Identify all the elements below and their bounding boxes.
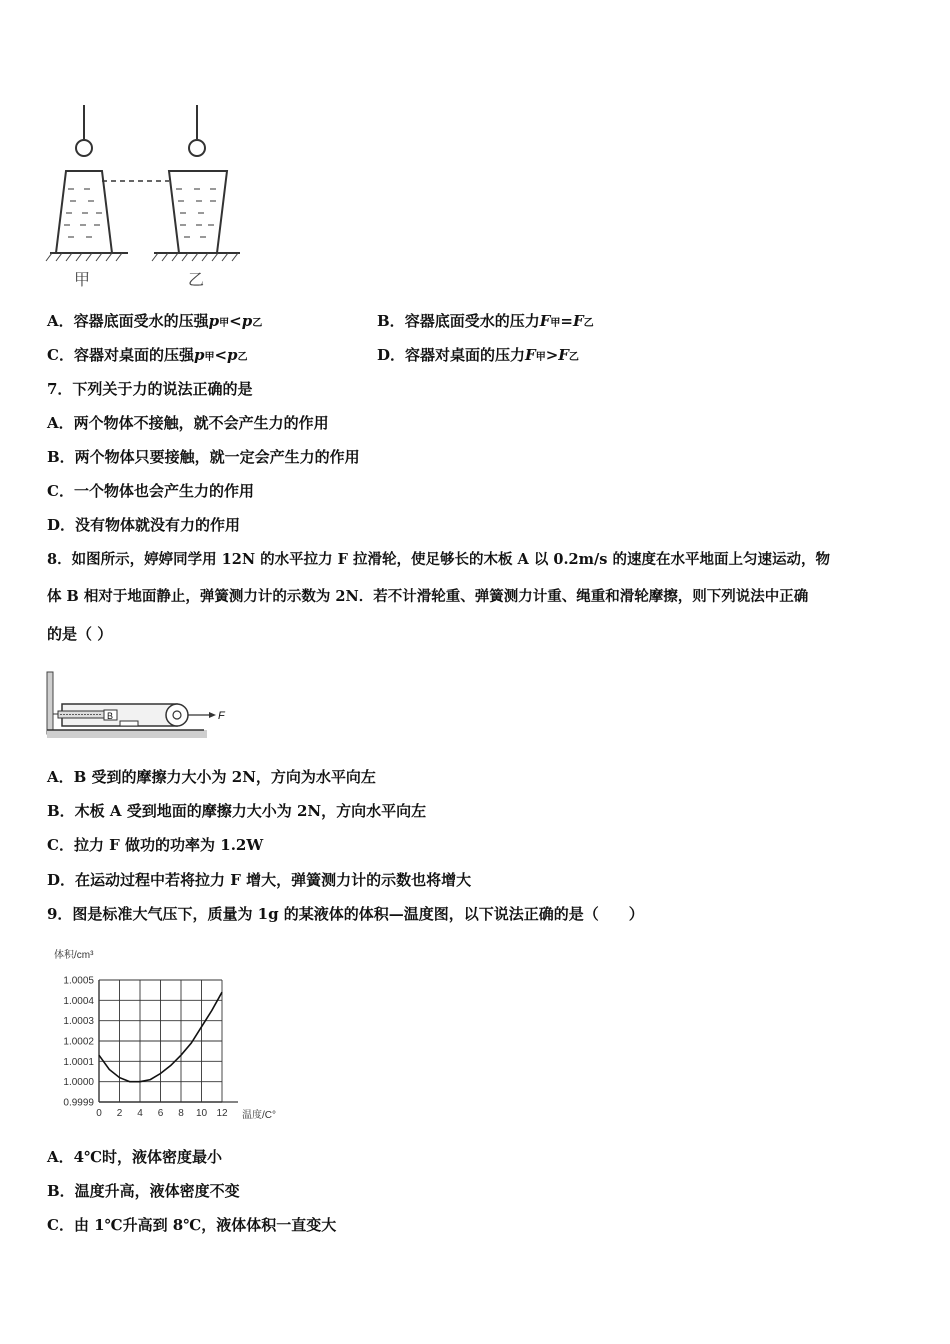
- q9-option-a: A．4℃时，液体密度最小: [47, 1148, 223, 1166]
- x-tick-label: 4: [137, 1108, 143, 1119]
- y-tick-label: 1.0001: [63, 1056, 94, 1068]
- q6-option-a: A．容器底面受水的压强p甲<p乙: [47, 312, 263, 330]
- q9-stem: 9．图是标准大气压下，质量为 1g 的某液体的体积—温度图，以下说法正确的是（ ）: [47, 905, 644, 923]
- block-b-label: B: [107, 711, 114, 721]
- chart-xlabel: 温度/C°: [242, 1110, 276, 1121]
- q7-option-b: B．两个物体只要接触，就一定会产生力的作用: [47, 448, 360, 466]
- q8-option-b: B．木板 A 受到地面的摩擦力大小为 2N，方向水平向左: [47, 802, 427, 820]
- x-tick-label: 8: [178, 1108, 184, 1119]
- y-tick-label: 1.0002: [63, 1036, 94, 1048]
- chart-ylabel: 体积/cm³: [54, 950, 94, 961]
- containers-figure: [44, 105, 244, 290]
- q8-option-c: C．拉力 F 做功的功率为 1.2W: [47, 836, 264, 854]
- label-yi: 乙: [188, 272, 205, 289]
- q9-option-b: B．温度升高，液体密度不变: [47, 1182, 240, 1200]
- x-tick-label: 2: [116, 1108, 123, 1119]
- force-f-label: F: [218, 710, 225, 722]
- q7-option-d: D．没有物体就没有力的作用: [47, 516, 241, 534]
- x-tick-label: 6: [157, 1108, 164, 1119]
- q9-option-c: C．由 1℃升高到 8℃，液体体积一直变大: [47, 1216, 337, 1234]
- q7-option-c: C．一个物体也会产生力的作用: [47, 482, 254, 500]
- y-tick-label: 1.0005: [63, 975, 94, 987]
- y-tick-label: 1.0004: [63, 995, 94, 1007]
- q8-option-d: D．在运动过程中若将拉力 F 增大，弹簧测力计的示数也将增大: [47, 871, 472, 889]
- q8-stem-line2: 体 B 相对于地面静止，弹簧测力计的示数为 2N．若不计滑轮重、弹簧测力计重、绳重和滑轮摩擦，则下列说法中正确: [47, 588, 809, 605]
- y-tick-label: 1.0000: [63, 1077, 94, 1089]
- q8-stem-line3: 的是（ ）: [47, 625, 113, 643]
- q8-option-a: A．B 受到的摩擦力大小为 2N，方向为水平向左: [47, 768, 376, 786]
- x-tick-label: 0: [96, 1108, 102, 1119]
- volume-temperature-chart: [44, 940, 304, 1130]
- pulley-figure: [44, 668, 234, 743]
- q7-option-a: A．两个物体不接触，就不会产生力的作用: [47, 414, 329, 432]
- q6-option-d: D．容器对桌面的压力F甲>F乙: [377, 346, 579, 364]
- y-tick-label: 0.9999: [63, 1097, 94, 1109]
- label-jia: 甲: [74, 272, 91, 289]
- x-tick-label: 12: [216, 1108, 228, 1119]
- q6-option-c: C．容器对桌面的压强p甲<p乙: [47, 346, 248, 364]
- y-tick-label: 1.0003: [63, 1016, 94, 1028]
- q6-option-b: B．容器底面受水的压力F甲=F乙: [377, 312, 594, 330]
- q8-stem-line1: 8．如图所示，婷婷同学用 12N 的水平拉力 F 拉滑轮，使足够长的木板 A 以 0.2m/s 的速度在水平地面上匀速运动，物: [47, 551, 830, 568]
- q7-stem: 7．下列关于力的说法正确的是: [47, 380, 253, 398]
- x-tick-label: 10: [195, 1108, 208, 1119]
